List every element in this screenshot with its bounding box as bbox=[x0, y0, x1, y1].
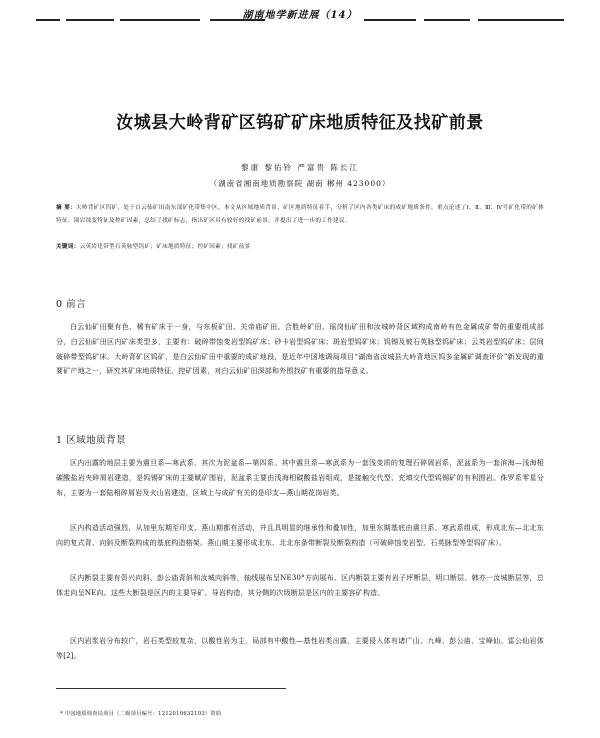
body-paragraph: 区内断裂主要有资兴向斜、彭公庙背斜和汝城向斜等，轴线展布呈NE30°方向展布。区内断裂主要有岩子坪断层，明口断层、韩亦一汝城断层等，总体走向呈NE向。这些大断裂是区内的主要导矿、导岩构造，其分侧的次级断层是区内的主要容矿构造。 bbox=[56, 574, 544, 597]
keywords-text: 云英岩化带型石英脉型钨矿；矿床地质特征；控矿因素；找矿前景 bbox=[79, 244, 251, 250]
header-rule bbox=[424, 19, 470, 21]
body-paragraph: 区内出露的地层主要为震旦系—寒武系，其次为泥盆系—第四系。其中震旦系—寒武系为一套浅变质的复理石碎屑岩系，泥盆系为一套滨海—浅海相碳酸盐岩夹碎屑岩建造，是钨锡矿床的主要赋矿围岩，泥盆系主要由浅海相碳酸盐岩组成，是接触交代型、充填交代型钨锡矿的有利围岩。侏罗系零星分布，主要为一套陆相碎屑岩及火山岩建造，区域上与成矿有关的是印支—燕山期花岗岩类。 bbox=[56, 459, 544, 497]
keywords-label: 关键词： bbox=[56, 244, 80, 250]
section-heading-intro: 0 前言 bbox=[56, 299, 87, 310]
affiliation: （湖南省湘南地质勘察院 湖南 郴州 423000） bbox=[209, 179, 391, 188]
running-title: 湖南地学新进展（14） bbox=[242, 10, 358, 21]
abstract-text: 大岭背矿区钨矿，处于白云仙矿田南东部矿化带集中区，本文从区域地质背景、矿区地质特征着手，分析了区内各类矿床的成矿地质条件，重点论述了Ⅰ、Ⅱ、Ⅲ、Ⅳ号矿化带的矿体特征、围岩蚀变特征及控矿因素，总结了找矿标志，指出矿区具有较好的找矿前景，并提出了进一步的工作建议。 bbox=[56, 205, 544, 224]
keywords bbox=[56, 241, 544, 254]
body-paragraph: 区内岩浆岩分布较广，岩石类型较复杂，以酸性岩为主，局部有中酸性—基性岩类出露，主要侵入体有诸广山、九峰、彭公庙、宝峰仙、雷公仙岩体等[2]。 bbox=[56, 637, 544, 660]
abstract bbox=[56, 202, 544, 228]
paper-title: 汝城县大岭背矿区钨矿矿床地质特征及找矿前景 bbox=[116, 113, 484, 133]
body-paragraph: 区内构造活动强烈，从加里东期至印支、燕山期都有活动，并且具明显的继承性和叠加性，加里东期基底由震旦系、寒武系组成，形成北东—北北东向的复式背、向斜及断裂构成的基底构造格架。燕山期主要形成北东、北北东条带断裂及断裂构造（可破碎蚀变岩型、石英脉型等型钨矿床）。 bbox=[56, 524, 544, 547]
footnote-rule bbox=[56, 688, 286, 689]
footnote: * 中国地质调查局项目（二级项目编号：1212010632103）资助 bbox=[60, 711, 222, 717]
author-list: 黎康 黎佑铃 严富贵 陈长江 bbox=[241, 163, 359, 172]
header-rule bbox=[364, 19, 416, 21]
header-rule bbox=[478, 19, 564, 21]
section-heading-regional-geology: 1 区域地质背景 bbox=[56, 435, 127, 446]
running-header bbox=[0, 0, 600, 24]
body-paragraph: 白云仙矿田聚有色、稀有矿床于一身，与东板矿田、关帝庙矿田、合胜岭矿田、瑶岗仙矿田和汝城岭背区域构成南岭有色金属成矿带的重要组成部分，白云仙矿田区内矿床类型多，主要有：破碎带蚀变岩型钨矿床；砂卡岩型钨矿床；斑岩型钨矿床；钨锡及铍石英脉型钨矿床；云英岩型钨矿床；层间破碎带型钨矿床。大岭背矿区钨矿，是白云仙矿田中重要的成矿地段，是近年中国地调局项目“湖南省汝城县大岭背地区钨多金属矿调查评价”新发现的重要矿产地之一，研究其矿床地质特征、控矿因素，对白云仙矿田深部和外围找矿有重要的指导意义。 bbox=[56, 323, 544, 376]
abstract-label: 摘 要： bbox=[56, 205, 77, 211]
